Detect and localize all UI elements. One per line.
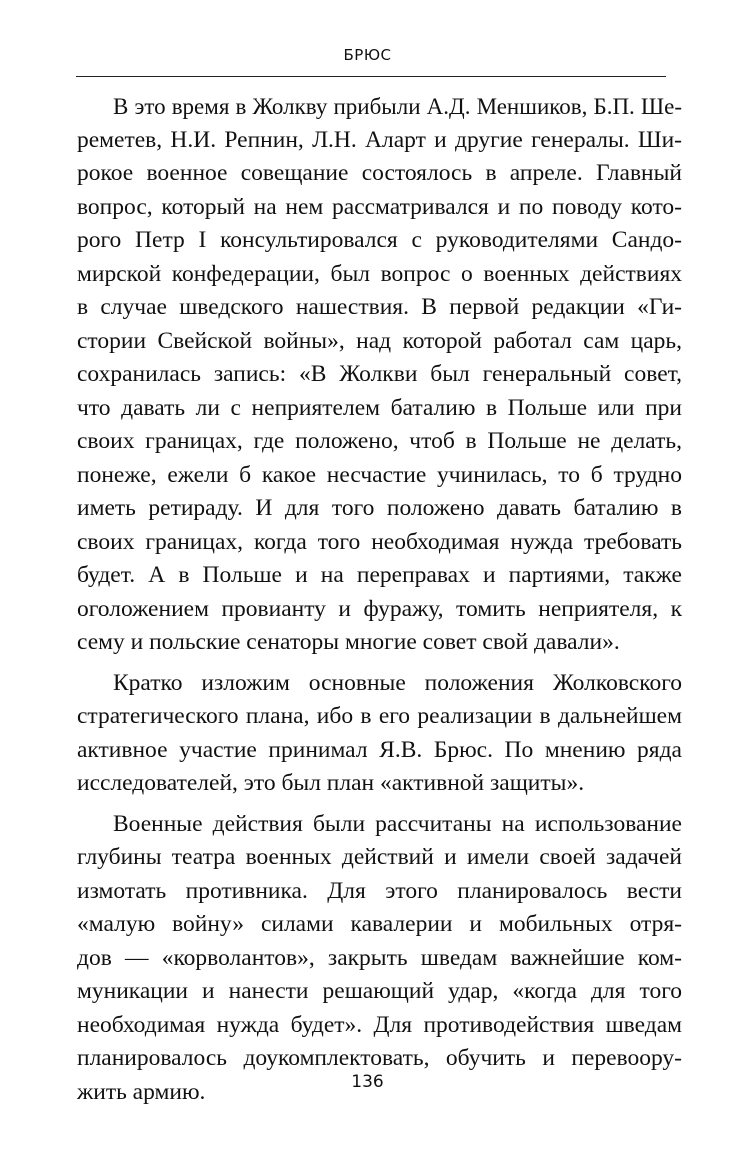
text-line: глубины театра военных действий и имели своей задачей bbox=[77, 844, 682, 870]
text-line: сему и польские сенаторы многие совет свой давали». bbox=[77, 629, 620, 655]
text-line: вопрос, который на нем рассматривался и по поводу кото- bbox=[77, 193, 682, 220]
text-line: своих границах, где положено, чтоб в Польше не делать, bbox=[77, 428, 682, 454]
text-line: будет. А в Польше и на переправах и партиями, также bbox=[77, 562, 682, 588]
text-line: «малую войну» силами кавалерии и мобильных отря- bbox=[77, 911, 682, 937]
paragraph-1 bbox=[77, 90, 682, 660]
text-line: жить армию. bbox=[77, 1078, 206, 1105]
text-line: муникации и нанести решающий удар, «когда для того bbox=[77, 978, 682, 1004]
text-line: рого Петр I консультировался с руководителями Сандо- bbox=[77, 227, 682, 253]
text-line: В это время в Жолкву прибыли А.Д. Меншиков, Б.П. Ше- bbox=[113, 93, 682, 119]
text-line: оголожением провианту и фуражу, томить неприятеля, к bbox=[77, 595, 682, 622]
text-line: рокое военное совещание состоялось в апреле. Главный bbox=[77, 160, 682, 186]
text-line: планировалось доукомплектовать, обучить и перевоору- bbox=[77, 1045, 682, 1071]
page-number: 136 bbox=[351, 1072, 384, 1092]
header-rule bbox=[76, 76, 666, 77]
text-line: Военные действия были рассчитаны на использование bbox=[113, 810, 682, 837]
paragraph-3 bbox=[77, 808, 682, 1110]
text-line: своих границах, когда того необходимая нужда требовать bbox=[77, 528, 682, 555]
text-line: понеже, ежели б какое несчастие учинилась, то б трудно bbox=[77, 461, 682, 488]
text-line: дов — «корволантов», закрыть шведам важнейшие ком- bbox=[77, 944, 682, 971]
text-line: сохранилась запись: «В Жолкви был генеральный совет, bbox=[77, 361, 682, 387]
text-line: измотать противника. Для этого планировалось вести bbox=[77, 877, 682, 904]
text-line: стратегического плана, ибо в его реализации в дальнейшем bbox=[77, 703, 682, 729]
text-line: что давать ли с неприятелем баталию в Польше или при bbox=[77, 394, 682, 421]
running-head: БРЮС bbox=[343, 46, 392, 64]
text-line: стории Свейской войны», над которой работал сам царь, bbox=[77, 327, 682, 354]
text-line: реметев, Н.И. Репнин, Л.Н. Аларт и другие генералы. Ши- bbox=[77, 126, 682, 153]
text-line: мирской конфедерации, был вопрос о военных действиях bbox=[77, 260, 682, 287]
text-line: исследователей, это был план «активной защиты». bbox=[77, 770, 585, 796]
text-line: активное участие принимал Я.В. Брюс. По мнению ряда bbox=[77, 736, 682, 763]
body-text bbox=[77, 90, 682, 1116]
text-line: в случае шведского нашествия. В первой редакции «Ги- bbox=[77, 294, 682, 320]
text-line: Кратко изложим основные положения Жолковского bbox=[113, 669, 682, 696]
text-line: необходимая нужда будет». Для противодействия шведам bbox=[77, 1011, 682, 1038]
text-line: иметь ретираду. И для того положено давать баталию в bbox=[77, 495, 682, 521]
paragraph-2 bbox=[77, 667, 682, 801]
